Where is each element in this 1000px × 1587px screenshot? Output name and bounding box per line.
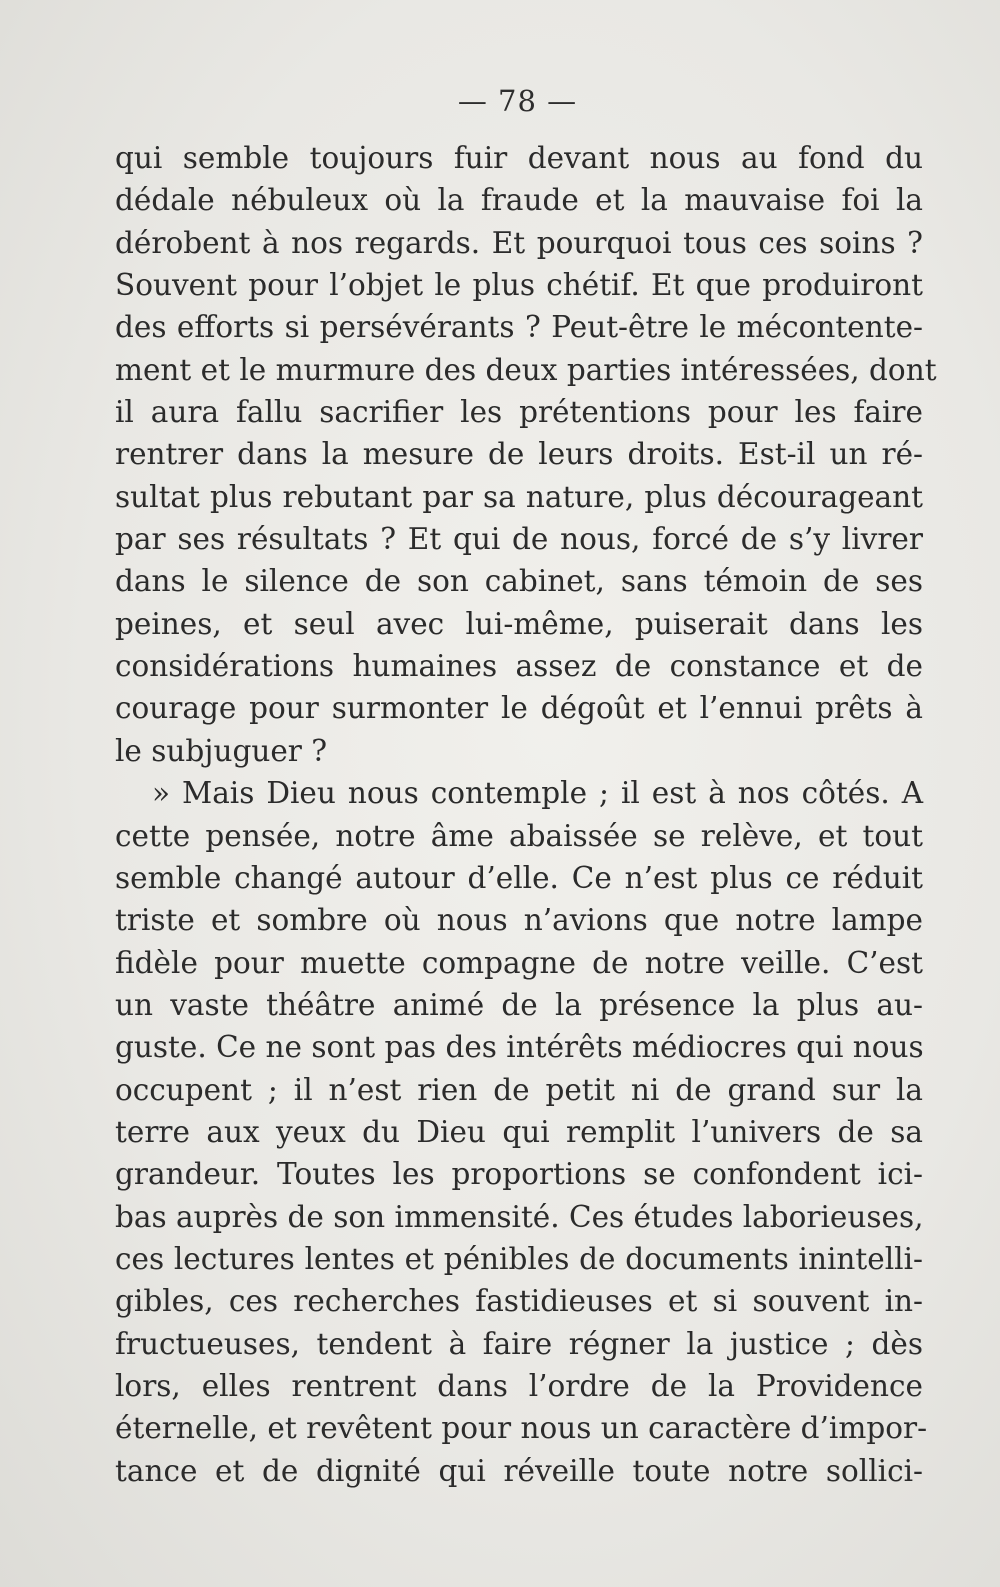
text-line: dérobent à nos regards. Et pourquoi tous ces soins ? — [115, 225, 923, 260]
text-line: lors, elles rentrent dans l’ordre de la Providence — [115, 1368, 923, 1403]
text-line: dédale nébuleux où la fraude et la mauvaise foi la — [115, 183, 923, 218]
text-line: bas auprès de son immensité. Ces études laborieuses, — [115, 1199, 924, 1234]
text-line: Souvent pour l’objet le plus chétif. Et que produiront — [115, 268, 923, 303]
text-line: grandeur. Toutes les proportions se confondent ici- — [115, 1157, 923, 1192]
text-line: fidèle pour muette compagne de notre veille. C’est — [115, 945, 923, 980]
text-line: un vaste théâtre animé de la présence la plus au- — [115, 987, 923, 1022]
text-line: triste et sombre où nous n’avions que notre lampe — [115, 903, 923, 938]
text-line: ces lectures lentes et pénibles de documents inintelli- — [115, 1241, 923, 1276]
text-line: ment et le murmure des deux parties intéressées, dont — [115, 352, 937, 387]
text-line: cette pensée, notre âme abaissée se relève, et tout — [115, 818, 923, 853]
page-number: — 78 — — [457, 84, 578, 118]
text-line: considérations humaines assez de constance et de — [115, 649, 923, 684]
text-line: occupent ; il n’est rien de petit ni de grand sur la — [115, 1072, 923, 1107]
text-line: il aura fallu sacrifier les prétentions pour les faire — [115, 395, 923, 430]
text-line: terre aux yeux du Dieu qui remplit l’univers de sa — [115, 1114, 923, 1149]
text-line: peines, et seul avec lui-même, puiserait dans les — [115, 606, 923, 641]
text-line: gibles, ces recherches fastidieuses et si souvent in- — [115, 1284, 923, 1319]
text-line: guste. Ce ne sont pas des intérêts médiocres qui nous — [115, 1030, 924, 1065]
text-line: semble changé autour d’elle. Ce n’est plus ce réduit — [115, 860, 923, 895]
text-line: rentrer dans la mesure de leurs droits. Est-il un ré- — [115, 437, 923, 472]
text-line: dans le silence de son cabinet, sans témoin de ses — [115, 564, 923, 599]
text-line: sultat plus rebutant par sa nature, plus décourageant — [115, 479, 923, 514]
text-line: le subjuguer ? — [115, 733, 328, 768]
text-line: par ses résultats ? Et qui de nous, forcé de s’y livrer — [115, 522, 923, 557]
text-line: éternelle, et revêtent pour nous un caractère d’impor- — [115, 1411, 928, 1446]
body-text — [115, 137, 937, 1492]
text-line: qui semble toujours fuir devant nous au fond du — [115, 141, 923, 175]
text-line: fructueuses, tendent à faire régner la justice ; dès — [115, 1326, 923, 1361]
text-line: » Mais Dieu nous contemple ; il est à nos côtés. A — [152, 776, 923, 811]
text-line: tance et de dignité qui réveille toute notre sollici- — [115, 1453, 923, 1488]
text-line: des efforts si persévérants ? Peut-être le mécontente- — [115, 310, 923, 345]
text-line: courage pour surmonter le dégoût et l’ennui prêts à — [115, 691, 923, 726]
